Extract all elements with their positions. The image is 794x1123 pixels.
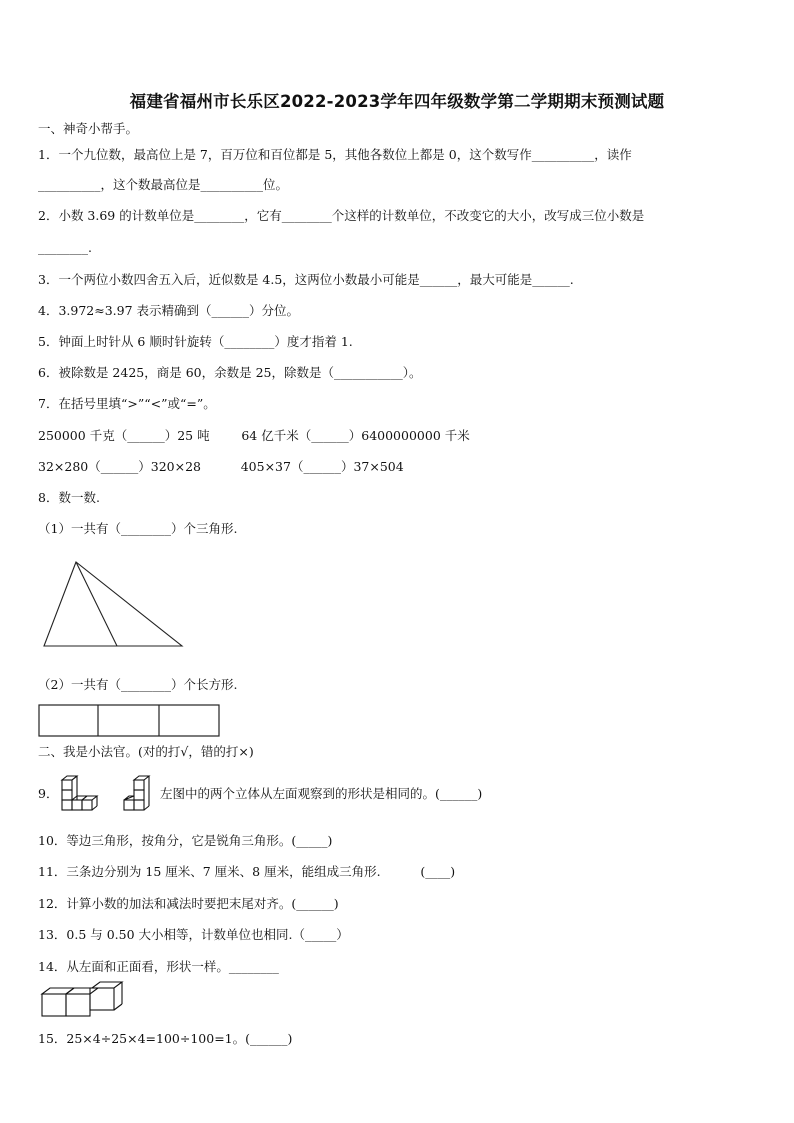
question-9-number: 9．: [38, 786, 59, 801]
question-6: 6．被除数是 2425，商是 60，余数是 25，除数是（___________）。: [38, 365, 422, 380]
section-heading-2: 二、我是小法官。(对的打√，错的打×): [38, 744, 254, 759]
question-8-part-2: （2）一共有（________）个长方形.: [38, 677, 238, 692]
question-10: 10．等边三角形，按角分，它是锐角三角形。(_____): [38, 833, 333, 848]
question-12: 12．计算小数的加法和减法时要把末尾对齐。(______): [38, 896, 339, 911]
page-title: 福建省福州市长乐区2022-2023学年四年级数学第二学期期末预测试题: [129, 92, 665, 111]
cube-solid-1-figure: [58, 774, 106, 812]
triangles-figure: [40, 558, 186, 650]
question-7: 7．在括号里填“>”“<”或“=”。: [38, 396, 216, 411]
question-5: 5．钟面上时针从 6 顺时针旋转（________）度才指着 1.: [38, 334, 353, 349]
question-2-line-1: 2．小数 3.69 的计数单位是________，它有________个这样的计数单位，不改变它的大小，改写成三位小数是: [38, 208, 645, 223]
question-2-line-2: ________.: [38, 240, 92, 255]
section-heading-1: 一、神奇小帮手。: [38, 121, 139, 136]
rectangles-figure: [38, 704, 222, 738]
question-11: 11．三条边分别为 15 厘米、7 厘米、8 厘米，能组成三角形. (____): [38, 864, 456, 879]
question-7-row-1: 250000 千克（______）25 吨 64 亿千米（______）6400000000 千米: [38, 428, 470, 443]
question-7-row-2: 32×280（______）320×28 405×37（______）37×504: [38, 459, 404, 474]
question-14: 14．从左面和正面看，形状一样。________: [38, 959, 279, 974]
question-13: 13．0.5 与 0.50 大小相等，计数单位也相同.（_____）: [38, 927, 349, 942]
question-1-line-1: 1．一个九位数，最高位上是 7，百万位和百位都是 5，其他各数位上都是 0，这个数写作__________，读作: [38, 147, 632, 162]
question-8: 8．数一数.: [38, 490, 100, 505]
question-15: 15．25×4÷25×4=100÷100=1。(______): [38, 1031, 293, 1046]
question-1-line-2: __________，这个数最高位是__________位。: [38, 177, 289, 192]
question-8-part-1: （1）一共有（________）个三角形.: [38, 521, 238, 536]
question-3: 3．一个两位小数四舍五入后，近似数是 4.5，这两位小数最小可能是______，最大可能是______.: [38, 272, 574, 287]
three-cubes-figure: [40, 980, 128, 1020]
question-4: 4．3.972≈3.97 表示精确到（______）分位。: [38, 303, 300, 318]
question-9: 左图中的两个立体从左面观察到的形状是相同的。(______): [160, 786, 483, 801]
cube-solid-2-figure: [120, 774, 160, 812]
